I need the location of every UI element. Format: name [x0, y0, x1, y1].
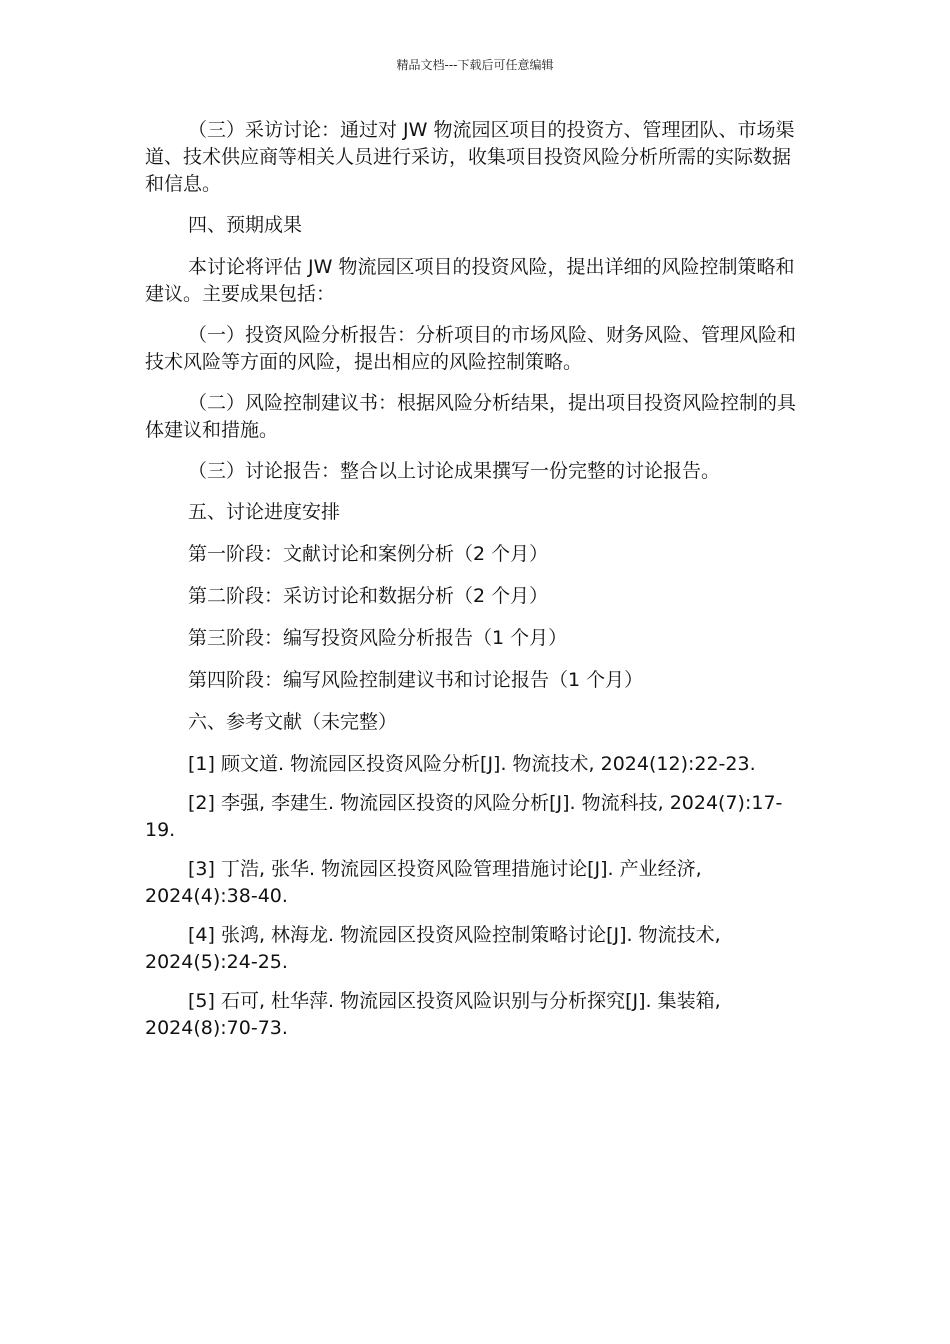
reference-item-4: [4] 张鸿, 林海龙. 物流园区投资风险控制策略讨论[J]. 物流技术, 2024(5):24-25.: [145, 924, 721, 973]
result-item-control-proposal: （二）风险控制建议书：根据风险分析结果，提出项目投资风险控制的具体建议和措施。: [145, 392, 797, 441]
interview-method-paragraph: （三）采访讨论：通过对 JW 物流园区项目的投资方、管理团队、市场渠道、技术供应商等相关人员进行采访，收集项目投资风险分析所需的实际数据和信息。: [145, 119, 795, 195]
section-heading-references: 六、参考文献（未完整）: [188, 711, 398, 733]
page-header: 精品文档---下载后可任意编辑: [396, 58, 554, 72]
reference-item-3: [3] 丁浩, 张华. 物流园区投资风险管理措施讨论[J]. 产业经济, 2024(4):38-40.: [145, 858, 702, 907]
section-heading-expected-results: 四、预期成果: [188, 214, 303, 236]
expected-results-intro: 本讨论将评估 JW 物流园区项目的投资风险，提出详细的风险控制策略和建议。主要成果包括：: [145, 256, 795, 305]
result-item-risk-report: （一）投资风险分析报告：分析项目的市场风险、财务风险、管理风险和技术风险等方面的风险，提出相应的风险控制策略。: [145, 324, 797, 373]
schedule-phase-1: 第一阶段：文献讨论和案例分析（2 个月）: [188, 543, 549, 565]
reference-item-5: [5] 石可, 杜华萍. 物流园区投资风险识别与分析探究[J]. 集装箱, 2024(8):70-73.: [145, 990, 721, 1039]
schedule-phase-3: 第三阶段：编写投资风险分析报告（1 个月）: [188, 627, 568, 649]
reference-item-2: [2] 李强, 李建生. 物流园区投资的风险分析[J]. 物流科技, 2024(7):17-19.: [145, 792, 783, 841]
result-item-discussion-report: （三）讨论报告：整合以上讨论成果撰写一份完整的讨论报告。: [188, 460, 721, 482]
schedule-phase-2: 第二阶段：采访讨论和数据分析（2 个月）: [188, 585, 549, 607]
document-body: [145, 117, 807, 1054]
schedule-phase-4: 第四阶段：编写风险控制建议书和讨论报告（1 个月）: [188, 669, 644, 691]
section-heading-schedule: 五、讨论进度安排: [188, 501, 341, 523]
reference-item-1: [1] 顾文道. 物流园区投资风险分析[J]. 物流技术, 2024(12):22-23.: [188, 753, 756, 775]
